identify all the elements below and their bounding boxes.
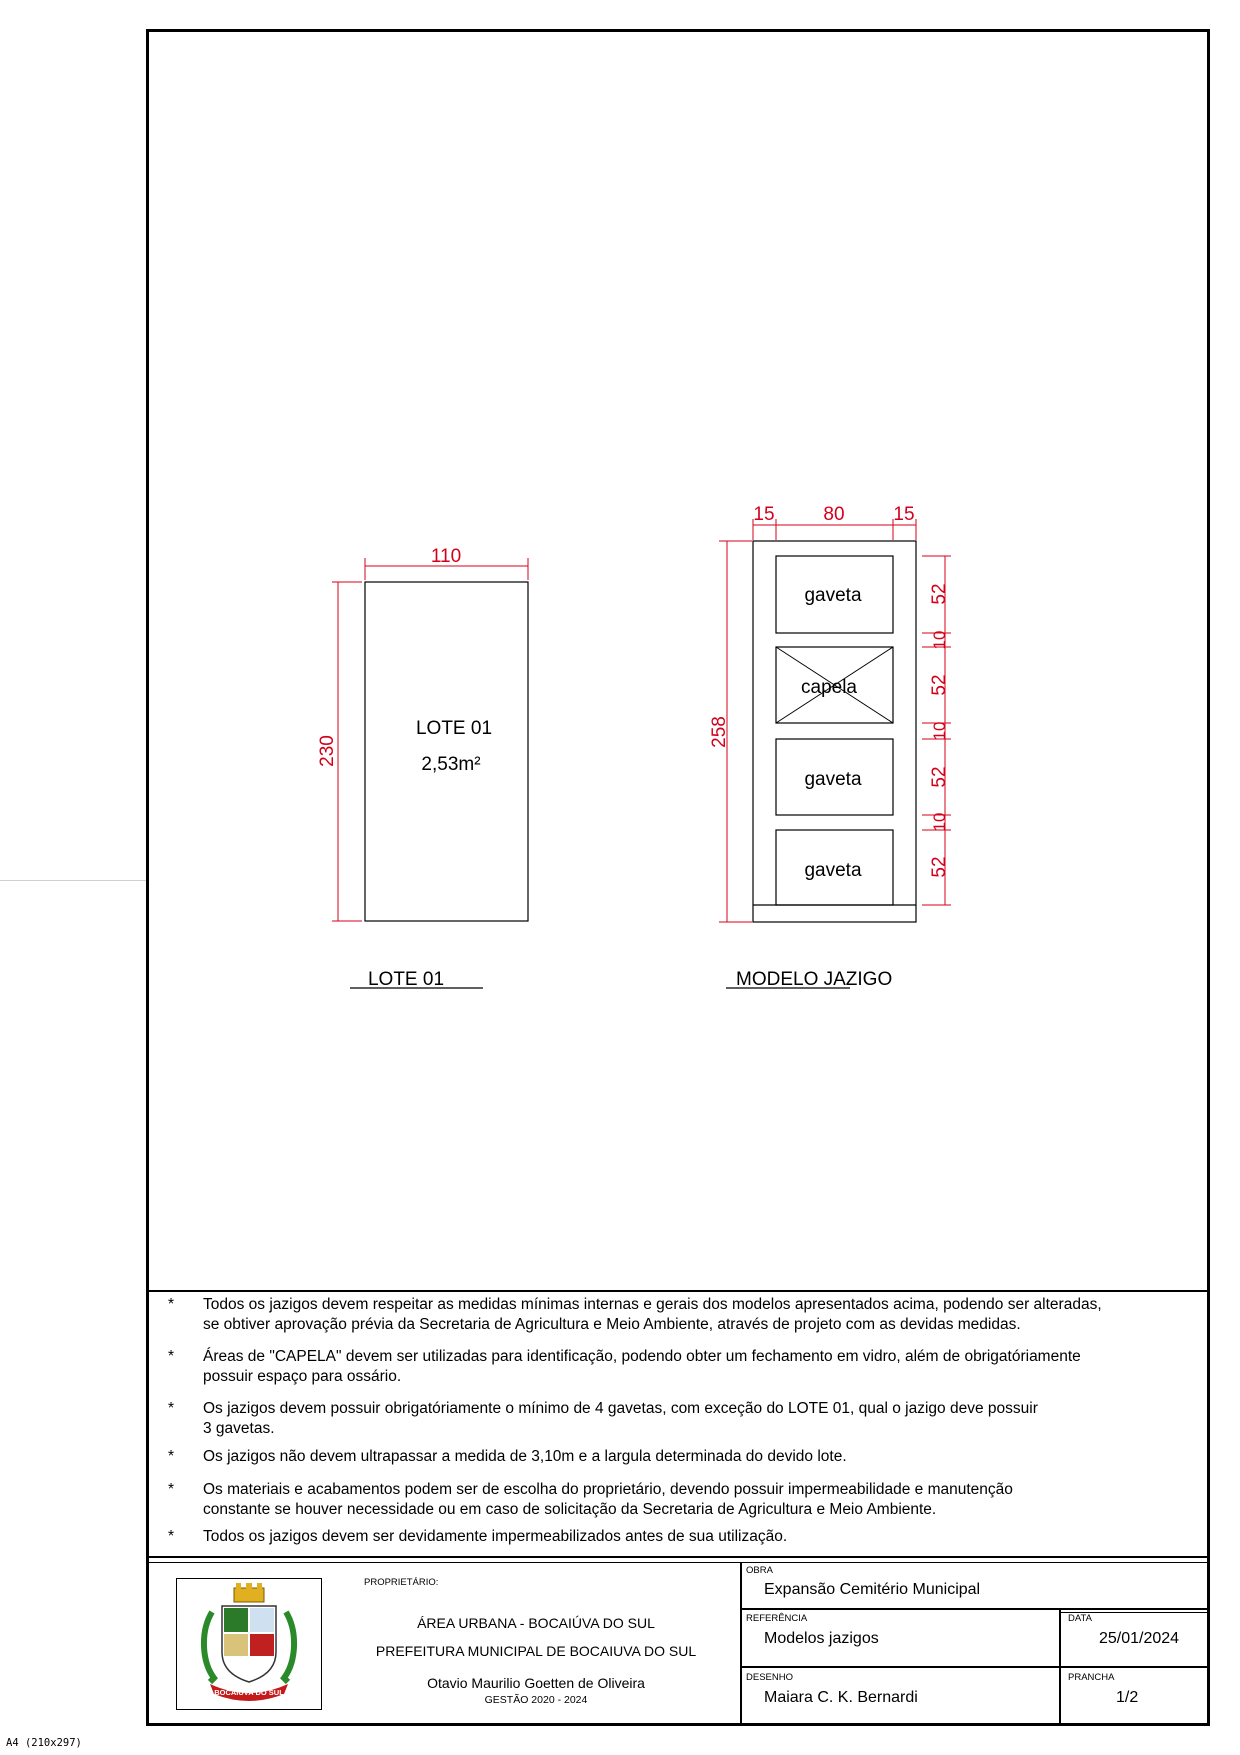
side-dim-1: 52 [929,583,950,605]
lote-area: 2,53m² [421,754,481,775]
side-dim-6: 10 [930,812,949,832]
referencia-value: Modelos jazigos [764,1630,879,1647]
note-1-line-1: Todos os jazigos devem respeitar as medidas mínimas internas e gerais dos modelos apresentados acima, podendo ser alteradas, [203,1296,1102,1313]
data-value: 25/01/2024 [1099,1630,1180,1647]
jazigo-height-dim: 258 [709,716,730,748]
prancha-value: 1/2 [1116,1689,1139,1706]
note-4-line-1: Os jazigos não devem ultrapassar a medida de 3,10m e a largula determinada do devido lote. [203,1448,847,1465]
drawer-label-4: gaveta [804,860,862,881]
side-dim-7: 52 [929,856,950,878]
drawer-label-3: gaveta [804,769,862,790]
drawer-label-2: capela [801,677,857,698]
note-bullet: * [168,1528,175,1545]
note-6-line-1: Todos os jazigos devem ser devidamente impermeabilizados antes de sua utilização. [203,1528,788,1545]
note-bullet: * [168,1400,175,1417]
lote-outline [365,582,528,921]
desenho-value: Maiara C. K. Bernardi [764,1689,918,1706]
side-dim-5: 52 [929,766,950,788]
note-2-line-1: Áreas de "CAPELA" devem ser utilizadas para identificação, podendo obter um fechamento em vidro, além de obrigatóriamente [203,1348,1081,1365]
note-bullet: * [168,1348,175,1365]
obra-value: Expansão Cemitério Municipal [764,1581,981,1598]
desenho-label: DESENHO [746,1672,793,1683]
lote-height-dim: 230 [317,735,338,767]
note-bullet: * [168,1296,175,1313]
jazigo-top-dim-3: 15 [893,504,915,525]
note-5-line-1: Os materiais e acabamentos podem ser de escolha do proprietário, devendo possuir impermeabilidade e manutenção [203,1481,1013,1498]
paper-size-note: A4 (210x297) [6,1737,82,1749]
lote-caption: LOTE 01 [367,969,445,990]
jazigo-top-dim-2: 80 [823,504,845,525]
note-2-line-2: possuir espaço para ossário. [203,1367,402,1385]
note-3-line-1: Os jazigos devem possuir obrigatóriamente o mínimo de 4 gavetas, com exceção do LOTE 01, qual o jazigo deve possuir [203,1400,1038,1417]
obra-label: OBRA [746,1565,773,1576]
side-dim-2: 10 [930,630,949,650]
drawer-label-1: gaveta [804,585,862,606]
note-bullet: * [168,1448,175,1465]
owner-line-4: GESTÃO 2020 - 2024 [484,1694,588,1706]
proprietario-label: PROPRIETÁRIO: [364,1577,439,1588]
note-bullet: * [168,1481,175,1498]
data-label: DATA [1068,1613,1092,1624]
municipal-coat-of-arms-logo [198,1582,300,1704]
lote-width-dim: 110 [430,546,462,567]
side-dim-3: 52 [929,674,950,696]
note-1-line-2: se obtiver aprovação prévia da Secretaria de Agricultura e Meio Ambiente, através de projeto com as devidas medidas. [203,1315,1021,1333]
prancha-label: PRANCHA [1068,1672,1115,1683]
side-dim-4: 10 [930,721,949,741]
note-5-line-2: constante se houver necessidade ou em caso de solicitação da Secretaria de Agricultura e Meio Ambiente. [203,1500,937,1518]
lote-name: LOTE 01 [415,718,493,739]
owner-line-1: ÁREA URBANA - BOCAIÚVA DO SUL [417,1615,655,1631]
owner-line-2: PREFEITURA MUNICIPAL DE BOCAIUVA DO SUL [375,1643,697,1659]
titleblock-top-rule [146,1556,1210,1558]
jazigo-top-dim-1: 15 [753,504,775,525]
notes-top-rule [146,1290,1210,1292]
referencia-label: REFERÊNCIA [746,1613,808,1624]
owner-line-3: Otavio Maurilio Goetten de Oliveira [427,1675,645,1691]
jazigo-caption: MODELO JAZIGO [736,969,893,990]
logo-text: BOCAIUVA DO SUL [214,1688,284,1697]
note-3-line-2: 3 gavetas. [203,1419,275,1437]
